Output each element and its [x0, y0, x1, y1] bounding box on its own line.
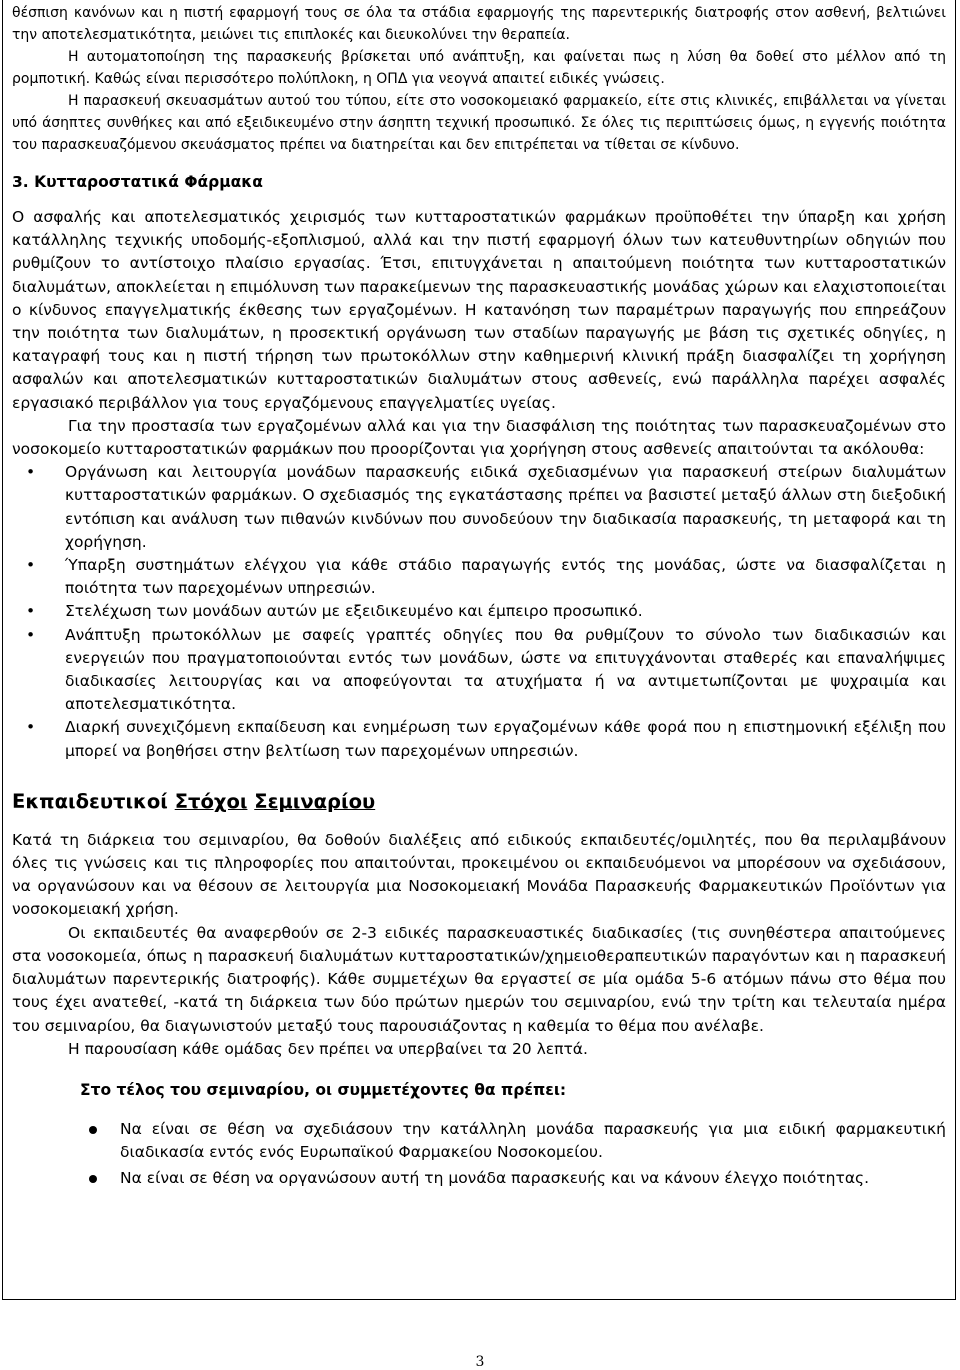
intro-paragraph-2: Η αυτοματοποίηση της παρασκευής βρίσκεται υπό ανάπτυξη, και φαίνεται πως η λύση θα δοθεί στο μέλλον από τη ρομποτική. Καθώς είναι περισσότερο πολύπλοκη, η ΟΠΔ για νεογνά απαιτεί ειδικές γνώσεις.: [12, 49, 946, 87]
objectives-paragraph-2: Οι εκπαιδευτές θα αναφερθούν σε 2-3 ειδικές παρασκευαστικές διαδικασίες (τις συνηθέστερα απαιτούμενες στα νοσοκομεία, όπως η παρασκευή διαλυμάτων κυτταροστατικών/χημειοθεραπευτικών παραγόντων και η παρασκευή διαλυμάτων παρεντερικής διατροφής). Κάθε συμμετέχων θα εργαστεί σε μία ομάδα 5-6 ατόμων πάνω στο θέμα που τους έχει ανατεθεί, -κατά τη διάρκεια των δύο πρώτων ημερών του σεμιναρίου, ενώ την τρίτη και τελευταία ημέρα του σεμιναρίου, θα διαγωνιστούν μεταξύ τους παρουσιάζοντας η καθεμία το θέμα που ανέλαβε.: [12, 923, 946, 1035]
requirements-list: [12, 461, 946, 763]
objectives-body: [12, 829, 946, 1061]
section-3-paragraph-1: Ο ασφαλής και αποτελεσματικός χειρισμός των κυτταροστατικών φαρμάκων προϋποθέτει την ύπαρξη και χρήση κατάλληλης τεχνικής υποδομής-εξοπλισμού, αλλά και την πιστή εφαρμογή όλων των κατευθυντηρίων οδηγιών που ρυθμίζουν το αντίστοιχο πλαίσιο εργασίας. Έτσι, επιτυγχάνεται η απαιτούμενη ποιότητα των κυτταροστατικών διαλυμάτων, αποκλείεται η επιμόλυνση των παρακείμενων της παρασκευαστικής μονάδας χώρων και ελαχιστοποιείται ο κίνδυνος επαγγελματικής έκθεσης των εργαζομένων. Η κατανόηση των παραμέτρων παραγωγής που επηρεάζουν την ποιότητα των διαλυμάτων, η προσεκτική οργάνωση των σταδίων παραγωγής με βάση τις σχετικές οδηγίες, η καταγραφή τους και η πιστή τήρηση των πρωτοκόλλων στην καθημερινή κλινική πράξη διασφαλίζει τη χορήγηση ασφαλών και αποτελεσματικών κυτταροστατικών διαλυμάτων στους ασθενείς, ενώ παράλληλα παρέχει ασφαλές εργασιακό περιβάλλον για τους εργαζόμενους επαγγελματίες υγείας.: [12, 208, 946, 412]
section-3-paragraph-2: Για την προστασία των εργαζομένων αλλά και για την διασφάλιση της ποιότητας των παρασκευαζομένων στο νοσοκομείο κυτταροστατικών φαρμάκων που προορίζονται για χορήγηση στους ασθενείς απαιτούνται τα ακόλουθα:: [12, 416, 946, 459]
section-3-heading: 3. Κυτταροστατικά Φάρμακα: [12, 173, 263, 191]
list-item: • Ύπαρξη συστημάτων ελέγχου για κάθε στάδιο παραγωγής εντός της μονάδας, ώστε να διασφαλίζεται η ποιότητα των παρεχομένων υπηρεσιών.: [12, 554, 946, 600]
list-item: Να είναι σε θέση να σχεδιάσουν την κατάλληλη μονάδα παρασκευής για μια ειδική φαρμακευτική διαδικασία εντός ενός Ευρωπαϊκού Φαρμακείου Νοσοκομείου.: [12, 1118, 946, 1164]
outcomes-heading: Στο τέλος του σεμιναρίου, οι συμμετέχοντες θα πρέπει:: [80, 1080, 567, 1099]
objectives-heading-word-1: Εκπαιδευτικοί: [12, 789, 168, 813]
objectives-paragraph-3: Η παρουσίαση κάθε ομάδας δεν πρέπει να υπερβαίνει τα 20 λεπτά.: [68, 1039, 588, 1058]
objectives-heading-word-3: Σεμιναρίου: [254, 789, 376, 813]
outcomes-list: [12, 1118, 946, 1191]
list-item: Να είναι σε θέση να οργανώσουν αυτή τη μονάδα παρασκευής και να κάνουν έλεγχο ποιότητας.: [12, 1167, 946, 1190]
objectives-paragraph-1: Κατά τη διάρκεια του σεμιναρίου, θα δοθούν διαλέξεις από ειδικούς εκπαιδευτές/ομιλητές, που θα περιλαμβάνουν όλες τις γνώσεις και τις πληροφορίες που απαιτούνται, προκειμένου οι εκπαιδευόμενοι να μπορέσουν να σχεδιάσουν, να οργανώσουν και να θέσουν σε λειτουργία μια Νοσοκομειακή Μονάδα Παρασκευής Φαρμακευτικών Προϊόντων για νοσοκομειακή χρήση.: [12, 830, 946, 919]
page-number: 3: [475, 1354, 485, 1370]
list-item: • Οργάνωση και λειτουργία μονάδων παρασκευής ειδικά σχεδιασμένων για παρασκευή στείρων διαλυμάτων κυτταροστατικών φαρμάκων. Ο σχεδιασμός της εγκατάστασης πρέπει να βασιστεί μεταξύ άλλων στη διεξοδική εντόπιση και ανάλυση των πιθανών κινδύνων που συνοδεύουν την διαδικασία παρασκευής, τη μεταφορά και τη χορήγηση.: [12, 461, 946, 554]
list-item: • Διαρκή συνεχιζόμενη εκπαίδευση και ενημέρωση των εργαζομένων κάθε φορά που η επιστημονική εξέλιξη που μπορεί να βοηθήσει στην βελτίωση των παρεχομένων υπηρεσιών.: [12, 716, 946, 762]
section-3-body: [12, 206, 946, 763]
document-body: [12, 2, 946, 1194]
intro-section: [12, 2, 946, 156]
list-item: • Στελέχωση των μονάδων αυτών με εξειδικευμένο και έμπειρο προσωπικό.: [12, 600, 946, 623]
intro-paragraph-3: Η παρασκευή σκευασμάτων αυτού του τύπου, είτε στο νοσοκομειακό φαρμακείο, είτε στις κλινικές, επιβάλλεται να γίνεται υπό άσηπτες συνθήκες και από εξειδικευμένο στην άσηπτη τεχνική προσωπικό. Σε όλες τις περιπτώσεις όμως, η εγγενής ποιότητα του παρασκευαζόμενου σκευάσματος πρέπει να διατηρείται και δεν επιτρέπεται να τίθεται σε κίνδυνο.: [12, 93, 946, 153]
objectives-heading: [12, 787, 946, 817]
intro-paragraph-1: θέσπιση κανόνων και η πιστή εφαρμογή τους σε όλα τα στάδια εφαρμογής της παρεντερικής διατροφής στον ασθενή, βελτιώνει την αποτελεσματικότητα, μειώνει τις επιπλοκές και διευκολύνει την θεραπεία.: [12, 5, 946, 43]
objectives-heading-word-2: Στόχοι: [174, 789, 248, 813]
list-item: • Ανάπτυξη πρωτοκόλλων με σαφείς γραπτές οδηγίες που θα ρυθμίζουν το σύνολο των διαδικασιών και ενεργειών που πραγματοποιούνται εντός των μονάδων, ώστε να επιτυγχάνονται σταθερές και επαναλήψιμες διαδικασίες λειτουργίας και να αποφεύγονται τα ατυχήματα ή να αντιμετωπίζονται με ψυχραιμία και αποτελεσματικότητα.: [12, 624, 946, 717]
